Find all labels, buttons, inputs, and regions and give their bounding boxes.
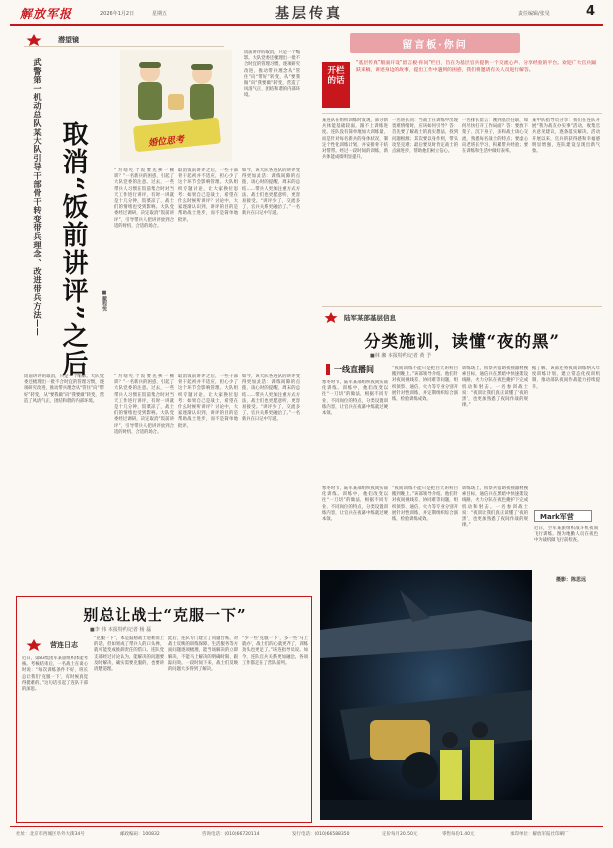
message-board-banner (350, 33, 520, 53)
lujun-column-header (322, 312, 602, 324)
message-board-col2-text: 一名班长问：当战士在训练中出现畏难情绪时，应该如何引导？答：首先要了解战士的真实想法，找到问题根源；其次要以身作则，带头攻坚克难；最后要及时肯定战士的点滴进步，帮助他们树立信心。 (392, 118, 458, 155)
masthead-rule (10, 24, 603, 26)
mark-photo-credit: 摄影：陈思远 (556, 577, 587, 583)
footer-rule (10, 826, 603, 827)
lujun-column-label: 陆军某部基层信息 (344, 314, 396, 322)
lujun-frontline-label: 一线直播间 (334, 364, 374, 374)
lookout-header-rule (24, 46, 224, 47)
lujun-body-col7-text: 训练场上，侦察兵借助夜视器材搜索目标，通信兵在黑暗中快速架设线路，火力分队在夜色掩护下完成机动和射击。一名参训战士说：“夜训让我们真正读懂了‘夜的黑’，也更加熟悉了夜间作战的规律。” (462, 486, 528, 529)
feature-body-col2-text: “克服一下”，本是鼓励战士迎难而上的话，但如果成了带兵人的口头禅，就可能变成推卸责任的借口。连队党支部经过讨论认为，能解决的问题要及时解决，确实需要克服的，也要讲清楚道理。 (94, 636, 164, 673)
lujun-body-col3-text: 训练场上，侦察兵借助夜视器材搜索目标，通信兵在黑暗中快速架设线路，火力分队在夜色掩护下完成机动和射击。一名参训战士说：“夜训让我们真正读懂了‘夜的黑’，也更加熟悉了夜间作战的规律。” (462, 366, 528, 409)
feature-body-col3-text: 此后，连队专门建立了问题台账，对战士反映的训练保障、生活服务等方面问题逐项梳理，能当场解决的立即解决，不能马上解决的明确时限、跟踪问效。一段时间下来，战士们反映的问题大多得到了解决。 (168, 636, 238, 673)
message-board-side-label (322, 62, 350, 108)
issue-date: 2026年1月2日 (100, 11, 135, 17)
lujun-body-col6-text: “夜间训练不能只是把白天的科目搬到晚上。”该部领导介绍。他们针对夜间视线差、协同难等问题，组织侦察、通信、火力等专业分别开展针对性训练，并定期组织综合演练，检验训练成效。 (392, 486, 458, 523)
message-board-intro: “基层传真”版面开设“留言板·你问”栏目，旨在为基层官兵提供一个交流心声、分享经验的平台。欢迎广大官兵踊跃来稿，讲述身边的故事，提出工作中遇到的困惑，我们将邀请有关人员进行解答。 (356, 61, 596, 73)
lookout-vertical-title: 取消“饭前讲评”之后 (58, 120, 88, 378)
section-title: 基层传真 (275, 6, 343, 22)
lookout-body-col2-text: 取消饭前讲评之后，一些干部骨干起初并不适应，担心少了这个环节会影响管理。大队组织专题讨论，让大家换位思考：如果自己是战士，希望在什么时候听讲评？讨论中，大家逐渐认识到，讲评的目的是帮助战士进步，而不是简单地批评。 (178, 168, 238, 223)
lujun-body-col4-text: 据了解，该部还将夜间训练纳入年度训练计划，建立常态化夜训机制，推动部队夜间作战能力持续提升。 (532, 366, 600, 390)
lujun-frontline-marker (326, 364, 330, 375)
lookout-body-top-text: 饭前讲评的取消，只是一个缩影。大队党委还梳理出一批不合时宜的管理习惯，逐项研究改进，推动带兵理念从“管住”向“带好”转变，从“要我做”向“我要做”转变，营造了风清气正、团结和谐的内部环境。 (244, 50, 300, 99)
masthead (0, 0, 613, 30)
message-board-col3-text: 一名排长留言：刚到基层任职，如何尽快打开工作局面？答：要放下架子、沉下身子，多和战士谈心交流，熟悉每名战士的特点；要虚心向老班长学习，积累带兵经验；要在训练和生活中做好表率。 (462, 118, 528, 155)
message-board-col4-text: 某中队指导员分享：我们在连队开展“我为战友办实事”活动，收集官兵意见建议，逐条落实解决。活动开展以来，官兵的获得感和幸福感明显增强，连队建设呈现出新气象。 (532, 118, 600, 155)
star-icon (24, 34, 44, 46)
newspaper-logo: 解放军报 (20, 7, 73, 21)
feature-column-header (24, 638, 104, 652)
footer-price: 定价每月20.50元 (382, 832, 418, 837)
responsible-editor: 责任编辑/张旻 (518, 11, 550, 17)
lookout-illustration-sign: 婚位思考 (147, 135, 185, 149)
feature-byline: ■李 伟 本报特约记者 杨 磊 (90, 627, 152, 633)
lookout-byline: ■戴程悦 (101, 290, 107, 311)
lujun-top-rule (322, 306, 602, 307)
jet-photo (320, 570, 532, 820)
lujun-body-col5-text: 寒冬时节，陆军某部组织夜间实战化训练。训练中，他们改变以往“一刀切”的做法，根据不同专业、不同岗位的特点，分类设置训练内容，让官兵在夜幕中练就过硬本领。 (322, 486, 388, 523)
feature-body-col1-text: 近日，第83集团军某旅组织体能考核。考核结束后，一名战士在谈心时说：“每次训练条件不好，班长总让我们‘克服一下’，有时候真觉得挺难的。”这句话引起了连队干部的深思。 (22, 656, 88, 693)
footer (16, 831, 606, 841)
mark-photo-tag-text: Mark军营 (540, 513, 574, 521)
lujun-body-col2-text: “夜间训练不能只是把白天的科目搬到晚上。”该部领导介绍。他们针对夜间视线差、协同难等问题，组织侦察、通信、火力等专业分别开展针对性训练，并定期组织综合演练，检验训练成效。 (392, 366, 458, 403)
lookout-body-col5-text: 取消饭前讲评之后，一些干部骨干起初并不适应，担心少了这个环节会影响管理。大队组织专题讨论，让大家换位思考：如果自己是战士，希望在什么时候听讲评？讨论中，大家逐渐认识到，讲评的目的是帮助战士进步，而不是简单地批评。 (178, 374, 238, 429)
lujun-byline: ■林 湘 本报特约记者 黄 予 (370, 353, 432, 359)
message-board-divider (322, 113, 602, 114)
lookout-column-header (24, 34, 194, 46)
mark-photo-tag (534, 510, 592, 522)
lujun-headline: 分类施训，读懂“夜的黑” (364, 332, 560, 351)
lujun-frontline-tag (326, 364, 386, 375)
lujun-body-col1-text: 寒冬时节，陆军某部组织夜间实战化训练。训练中，他们改变以往“一刀切”的做法，根据不同专业、不同岗位的特点，分类设置训练内容，让官兵在夜幕中练就过硬本领。 (322, 380, 388, 417)
footer-distribution: 发行电话：(010)66588350 (292, 832, 350, 837)
footer-hotline: 咨询电话：(010)66720114 (202, 832, 260, 837)
message-board-col1-text: 某连队在组织训练时发现，部分新兵体能基础较弱，跟不上训练进度。连队没有简单地加大训练量，而是针对每名新兵的身体状况，制定个性化训练计划，并安排骨干结对帮带。经过一段时间的训练，新兵体能成绩明显提升。 (322, 118, 388, 161)
lookout-body-col1-text: “为啥吃个饭要先挨一顿训？”一名新兵的困惑，引起了大队党委的注意。过去，一些带兵人习惯在饭前集合时对当天工作进行讲评，有时一讲就是十几分钟，饭菜凉了，战士们的情绪也受到影响。大队党委经过调研，决定取消“饭前讲评”，引导带兵人把讲评放到合适的时机、合适的场合。 (114, 168, 174, 229)
lookout-column-label: 潜望镜 (58, 36, 79, 44)
lookout-body-col6-text: 如今，该大队各连队的讲评变得更加灵活：训练间隙的点拨、谈心时的提醒、周末的总结……带兵人更加注重方式方法，战士们也更愿意听、更容易接受。“讲评少了，交流多了，官兵关系更融洽了。”一名新兵在日记中写道。 (242, 374, 300, 423)
lookout-illustration (120, 50, 232, 162)
issue-weekday: 星期五 (152, 11, 168, 17)
feature-column-label: 营连日志 (50, 641, 78, 649)
lookout-body-col3-text: 如今，该大队各连队的讲评变得更加灵活：训练间隙的点拨、谈心时的提醒、周末的总结……带兵人更加注重方式方法，战士们也更愿意听、更容易接受。“讲评少了，交流多了，官兵关系更融洽了。”一名新兵在日记中写道。 (242, 168, 300, 217)
lookout-vertical-subtitle: 武警第一机动总队某大队引导干部骨干转变带兵理念、改进带兵方法—— (33, 58, 43, 337)
footer-address: 社址：北京市西城区阜外大街34号 (16, 832, 85, 837)
night-jet-illustration (320, 570, 532, 820)
feature-body-col4-text: “少一些‘克服一下’，多一些‘马上就办’，战士们的心就更齐了，训练劲头也更足了。”该连指导员说。如今，连队官兵关系更加融洽，各项工作都走在了营队前列。 (242, 636, 308, 666)
feature-headline: 别总让战士“克服一下” (83, 606, 247, 624)
footer-copy-price: 零售每份1.40元 (442, 832, 475, 837)
lookout-body-col4-text: “为啥吃个饭要先挨一顿训？”一名新兵的困惑，引起了大队党委的注意。过去，一些带兵人习惯在饭前集合时对当天工作进行讲评，有时一讲就是十几分钟，饭菜凉了，战士们的情绪也受到影响。大队党委经过调研，决定取消“饭前讲评”，引导带兵人把讲评放到合适的时机、合适的场合。 (114, 374, 174, 435)
footer-postcode: 邮政编码：100832 (120, 832, 160, 837)
message-board-side-label-text: 开栏的话 (327, 66, 345, 86)
lookout-body-bottom-text: 饭前讲评的取消，只是一个缩影。大队党委还梳理出一批不合时宜的管理习惯，逐项研究改进，推动带兵理念从“管住”向“带好”转变，从“要我做”向“我要做”转变，营造了风清气正、团结和谐的内部环境。 (24, 374, 104, 404)
footer-printer: 承印单位：解放军报社印刷厂 (510, 832, 569, 837)
star-icon (322, 312, 340, 323)
message-board-title: 留言板·你问 (402, 40, 468, 51)
star-icon (24, 639, 44, 651)
mark-photo-caption: 近日，空军某旅组织战斗机夜间飞行训练。图为地勤人员在夜色中为战机做飞行前检查。 (534, 526, 598, 544)
page-number: 4 (586, 4, 596, 19)
